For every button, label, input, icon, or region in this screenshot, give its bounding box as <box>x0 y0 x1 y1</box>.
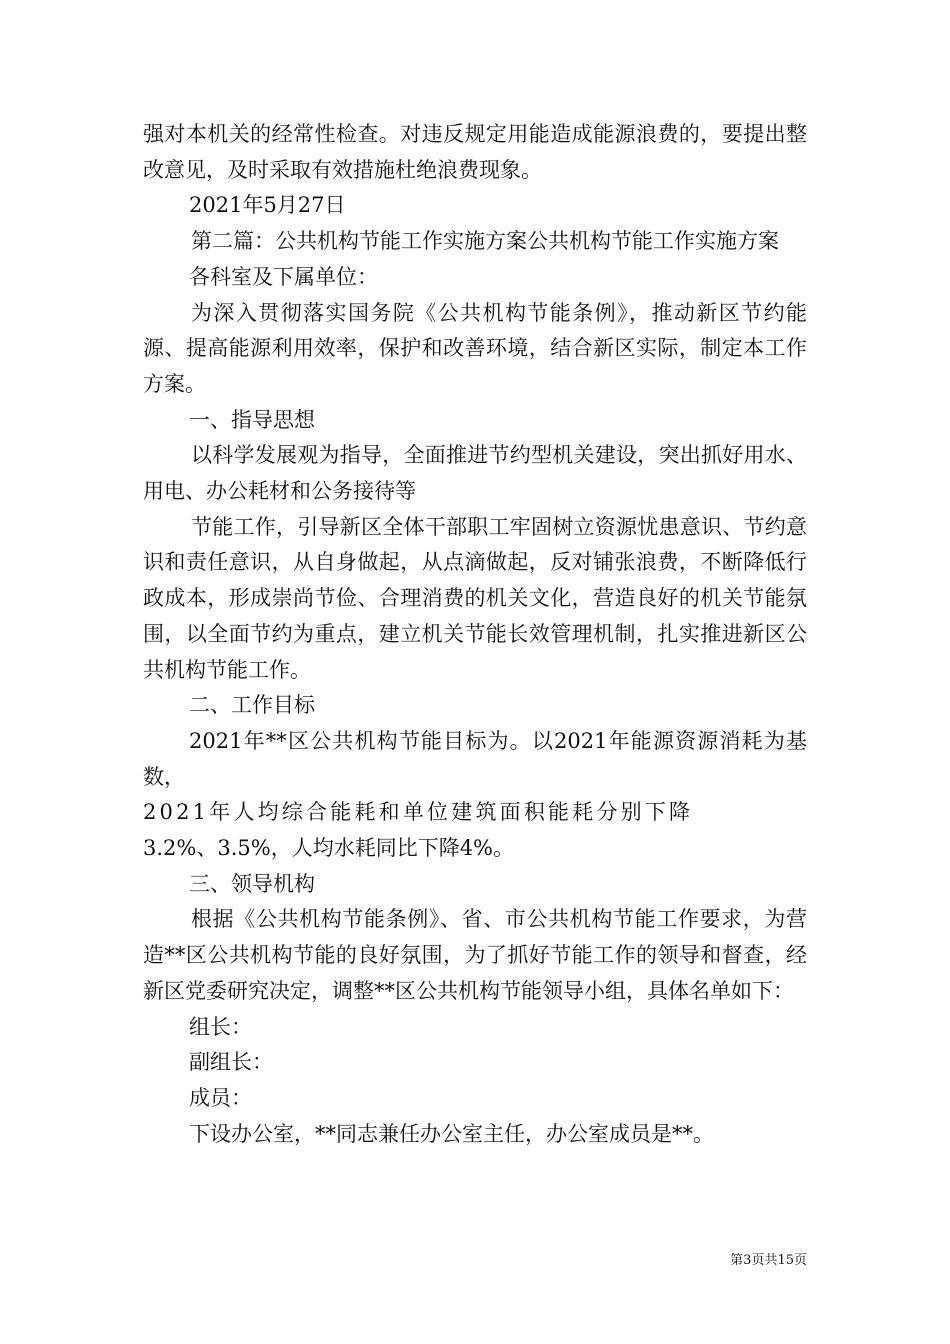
paragraph-goal-line-1: 2021年**区公共机构节能目标为。以2021年能源资源消耗为基数， <box>143 728 807 789</box>
paragraph-second-article-title: 第二篇：公共机构节能工作实施方案公共机构节能工作实施方案 <box>191 229 779 254</box>
paragraph-purpose: 为深入贯彻落实国务院《公共机构节能条例》，推动新区节约能源、提高能源利用效率，保护和改善环境，结合新区实际，制定本工作方案。 <box>143 300 807 396</box>
list-item-members: 成员： <box>189 1085 252 1110</box>
list-item-group-leader: 组长： <box>189 1014 252 1039</box>
section-heading-leadership: 三、领导机构 <box>189 871 315 896</box>
document-body <box>143 117 807 1152</box>
paragraph-inspection-end: 强对本机关的经常性检查。对违反规定用能造成能源浪费的，要提出整改意见，及时采取有效措施杜绝浪费现象。 <box>143 122 807 182</box>
list-item-deputy-leader: 副组长： <box>189 1050 273 1075</box>
paragraph-office: 下设办公室，**同志兼任办公室主任，办公室成员是**。 <box>189 1121 714 1146</box>
paragraph-goal-line-2: 2021年人均综合能耗和单位建筑面积能耗分别下降 <box>143 800 694 825</box>
paragraph-guiding-ideology: 以科学发展观为指导，全面推进节约型机关建设，突出抓好用水、用电、办公耗材和公务接待等 <box>143 443 807 504</box>
paragraph-energy-work: 节能工作，引导新区全体干部职工牢固树立资源忧患意识、节约意识和责任意识，从自身做起，从点滴做起，反对铺张浪费，不断降低行政成本，形成崇尚节俭、合理消费的机关文化，营造良好的机关节能氛围，以全面节约为重点，建立机关节能长效管理机制，扎实推进新区公共机构节能工作。 <box>143 514 807 682</box>
paragraph-salutation: 各科室及下属单位： <box>189 264 378 289</box>
section-heading-work-goals: 二、工作目标 <box>189 693 315 718</box>
paragraph-leadership: 根据《公共机构节能条例》、省、市公共机构节能工作要求，为营造**区公共机构节能的良好氛围，为了抓好节能工作的领导和督查，经新区党委研究决定，调整**区公共机构节能领导小组，具体名单如下： <box>143 907 807 1003</box>
page-number-footer: 第3页共15页 <box>730 1253 807 1268</box>
section-heading-guiding-ideology: 一、指导思想 <box>189 407 315 432</box>
paragraph-date: 2021年5月27日 <box>189 193 346 218</box>
paragraph-goal-line-3: 3.2%、3.5%，人均水耗同比下降4%。 <box>143 836 515 861</box>
